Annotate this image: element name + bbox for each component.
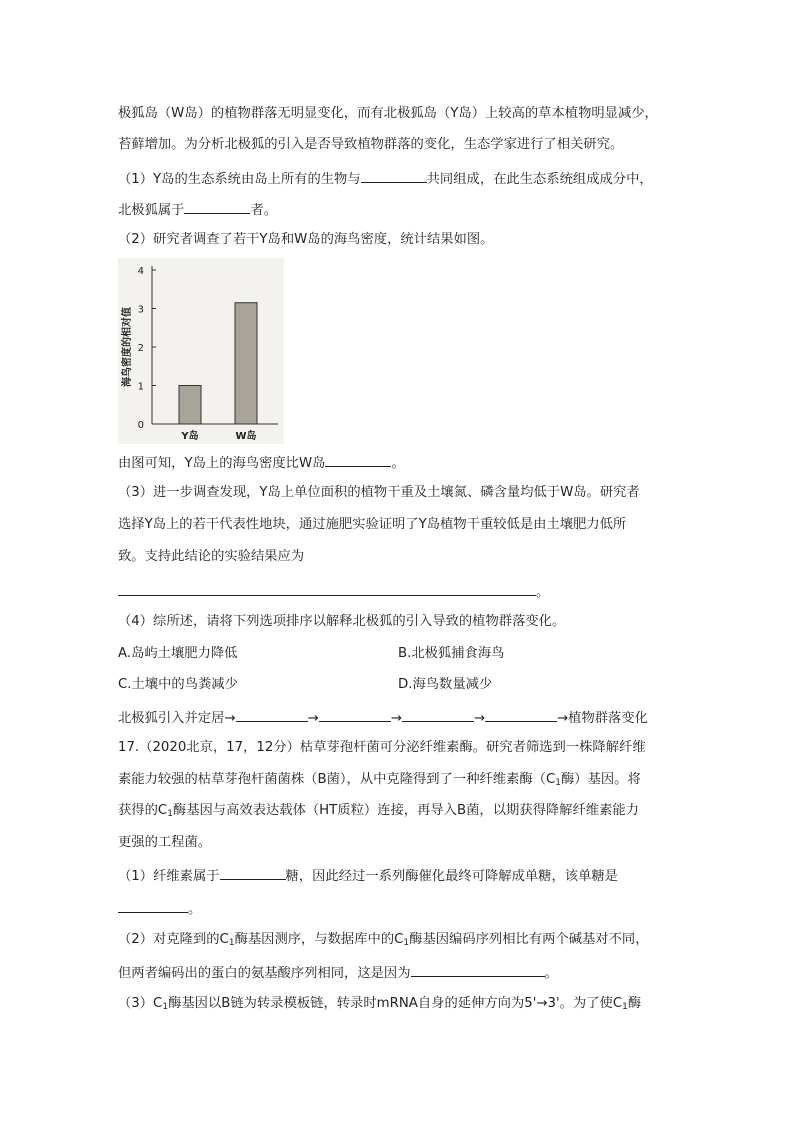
q17-1-text-2: 糖，因此经过一系列酶催化最终可降解成单糖，该单糖是 xyxy=(285,869,618,884)
question-2-line: （2）研究者调查了若干Y岛和W岛的海鸟密度，统计结果如图。 xyxy=(118,232,494,247)
question-4-line: （4）综所述，请将下列选项排序以解释北极狐的引入导致的植物群落变化。 xyxy=(118,614,566,629)
subscript: 1 xyxy=(622,1002,628,1012)
option-c: C.土壤中的鸟粪减少 xyxy=(118,677,238,692)
answer-blank[interactable] xyxy=(325,452,391,467)
q17-2b-text: 但两者编码出的蛋白的氨基酸序列相同，这是因为 xyxy=(118,966,411,981)
sequence-line xyxy=(118,707,648,729)
q1-text-d: 者。 xyxy=(250,203,278,218)
y-axis-label: 海鸟密度的相对值 xyxy=(122,307,133,387)
q17-2-text-3: 酶基因编码序列相比有两个碱基对不同， xyxy=(409,932,649,947)
sequence-blank-2[interactable] xyxy=(319,707,391,722)
sequence-end: →植物群落变化 xyxy=(557,711,648,726)
sequence-arrow: → xyxy=(473,711,485,726)
subscript: 1 xyxy=(403,938,410,948)
q17-1-end: 。 xyxy=(188,902,202,917)
q1-text-c: 北极狐属于 xyxy=(118,203,185,218)
p17b-text: 素能力较强的枯草芽孢杆菌菌株（B菌），从中克隆得到了一种纤维素酶（C xyxy=(118,772,556,787)
question-17-line-4: 更强的工程菌。 xyxy=(118,835,212,850)
sequence-blank-3[interactable] xyxy=(402,707,474,722)
q17-3-text: （3）C xyxy=(118,996,163,1011)
question-3-line: （3）进一步调查发现，Y岛上单位面积的植物干重及土壤氮、磷含量均低于W岛。研究者 xyxy=(118,485,640,500)
sequence-blank-4[interactable] xyxy=(485,707,557,722)
text-line: 极狐岛（W岛）的植物群落无明显变化，而有北极狐岛（Y岛）上较高的草本植物明显减少， xyxy=(118,106,658,121)
p17b-text-2: 酶）基因。将 xyxy=(561,772,641,787)
question-17-line-2 xyxy=(118,770,641,793)
question-3-line-3: 致。支持此结论的实验结果应为 xyxy=(118,549,305,564)
sequence-arrow: → xyxy=(307,711,319,726)
q17-1-text: （1）纤维素属于 xyxy=(118,869,220,884)
subscript: 1 xyxy=(228,938,235,948)
answer-blank[interactable] xyxy=(361,168,427,183)
question-17-line-3 xyxy=(118,801,639,824)
option-a: A.岛屿土壤肥力降低 xyxy=(118,646,238,661)
subscript: 1 xyxy=(167,809,173,819)
conclusion-end: 。 xyxy=(391,456,405,471)
q17-3-text-3: 酶 xyxy=(627,996,642,1011)
answer-blank[interactable] xyxy=(118,898,188,913)
option-b: B.北极狐捕食海鸟 xyxy=(398,646,505,661)
sequence-start: 北极狐引入并定居→ xyxy=(118,711,236,726)
question-17-1-line xyxy=(118,865,618,887)
y-tick-label: 2 xyxy=(137,343,144,354)
bar-w-island xyxy=(235,303,257,424)
subscript: 1 xyxy=(555,778,561,788)
question-17-2-line xyxy=(118,930,649,953)
y-tick-label: 4 xyxy=(137,266,144,277)
y-tick-label: 1 xyxy=(137,381,144,393)
conclusion-text: 由图可知，Y岛上的海鸟密度比W岛 xyxy=(118,456,326,471)
q1-text-a: （1）Y岛的生态系统由岛上所有的生物与 xyxy=(118,172,361,187)
option-d: D.海鸟数量减少 xyxy=(398,677,493,692)
question-17-1-line-2 xyxy=(118,898,201,920)
chart-conclusion-line xyxy=(118,452,405,474)
text-line: 苔藓增加。为分析北极狐的引入是否导致植物群落的变化，生态学家进行了相关研究。 xyxy=(118,137,624,152)
question-3-answer-line xyxy=(118,581,549,603)
answer-blank[interactable] xyxy=(184,199,250,214)
question-17-2-line-2 xyxy=(118,962,558,984)
question-17-line: 17.（2020北京，17，12分）枯草芽孢杆菌可分泌纤维素酶。研究者筛选到一株降解纤维 xyxy=(118,740,646,755)
q1-text-b: 共同组成，在此生态系统组成成分中， xyxy=(426,172,653,187)
p17c-text: 获得的C xyxy=(118,803,168,818)
question-1-line xyxy=(118,168,653,190)
subscript: 1 xyxy=(162,1002,169,1012)
y-tick-label: 3 xyxy=(137,304,144,316)
q17-3-text-2: 酶基因以B链为转录模板链，转录时mRNA自身的延伸方向为5'→3'。为了使C xyxy=(168,996,623,1011)
answer-blank[interactable] xyxy=(411,962,545,977)
q3-end: 。 xyxy=(536,585,550,600)
answer-blank[interactable] xyxy=(220,865,286,880)
q17-2b-end: 。 xyxy=(544,966,558,981)
seabird-density-chart xyxy=(118,258,284,444)
y-tick-label: 0 xyxy=(137,420,144,431)
q17-2-text: （2）对克隆到的C xyxy=(118,932,229,947)
sequence-arrow: → xyxy=(390,711,402,726)
question-3-line-2: 选择Y岛上的若干代表性地块，通过施肥实验证明了Y岛植物干重较低是由土壤肥力低所 xyxy=(118,517,627,532)
x-tick-label: W岛 xyxy=(235,431,257,442)
x-tick-label: Y岛 xyxy=(181,431,199,442)
sequence-blank-1[interactable] xyxy=(236,707,308,722)
bar-y-island xyxy=(179,386,201,425)
q17-2-text-2: 酶基因测序，与数据库中的C xyxy=(234,932,404,947)
p17c-text-2: 酶基因与高效表达载体（HT质粒）连接，再导入B菌，以期获得降解纤维素能力 xyxy=(172,803,639,818)
question-17-3-line xyxy=(118,994,641,1017)
answer-blank-long[interactable] xyxy=(118,581,536,596)
question-1-line-2 xyxy=(118,199,277,221)
